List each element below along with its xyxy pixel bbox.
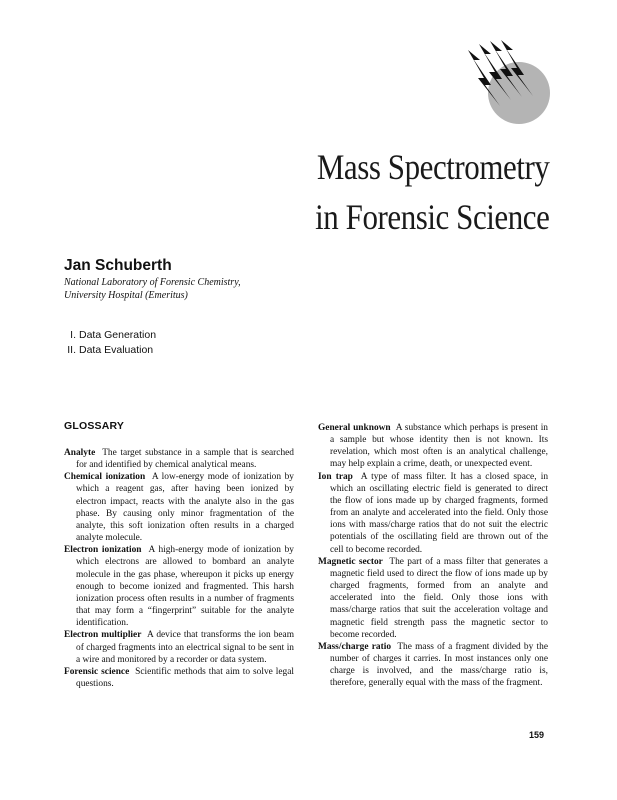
glossary-definition: A low-energy mode of ionization by which a reagent gas, after having been ionized by electron impact, reacts with the analyte also in the gas phase. By causing only minor fragmentation of the analyte, this soft ionization often results in a charged analyte molecule.: [76, 472, 294, 544]
glossary-entry: [318, 471, 548, 556]
affiliation-line: National Laboratory of Forensic Chemistry,: [64, 277, 241, 288]
glossary-entry: [64, 471, 294, 544]
author-affiliation: [64, 276, 241, 302]
affiliation-line: University Hospital (Emeritus): [64, 290, 188, 301]
chapter-outline: [64, 328, 156, 357]
glossary-entry: [64, 629, 294, 665]
glossary-term: Analyte: [64, 448, 96, 458]
glossary-heading: GLOSSARY: [64, 420, 125, 432]
glossary-definition: The mass of a fragment divided by the number of charges it carries. In most instances only one charge is involved, and the mass/charge ratio is, therefore, generally equal with the mass of the fragment.: [330, 641, 548, 689]
chapter-title: [315, 142, 549, 242]
outline-label: Data Generation: [79, 329, 157, 341]
glossary-entry: [318, 556, 548, 641]
glossary-term: Ion trap: [318, 471, 353, 482]
glossary-column-left: [64, 447, 294, 690]
page-number: 159: [528, 730, 544, 740]
glossary-entry: [64, 544, 294, 629]
glossary-term: Magnetic sector: [318, 556, 383, 567]
glossary-entry: [318, 422, 548, 471]
glossary-definition: The target substance in a sample that is searched for and identified by chemical analytical means.: [76, 448, 294, 471]
glossary-definition: A type of mass filter. It has a closed space, in which an oscillating electric field is generated to direct the flow of ions made up by charged fragments, formed from an analyte and accelerated into the field. Only those ions with mass/charge ratios that do not suit the electric potentials of the oscillating field are thrown out of the cell to become recorded.: [330, 471, 549, 555]
glossary-definition: A device that transforms the ion beam of charged fragments into an electrical signal to be sent in a wire and monitored by a recorder or data system.: [76, 630, 295, 665]
glossary-term: General unknown: [318, 423, 391, 433]
glossary-definition: A substance which perhaps is present in a sample but whose identity then is not known. Its revelation, which most often is an analytical challenge, may help explain a crime, death, or unexpected event.: [330, 423, 548, 470]
glossary-definition: A high-energy mode of ionization by which electrons are allowed to bombard an analyte molecule in the gas phase, whereupon it picks up energy enough to become ionized and fragmented. This harsh ionization process often results in a number of fragments that may form a “fingerprint” suitable for the analyte identification.: [76, 545, 294, 629]
glossary-term: Mass/charge ratio: [318, 641, 392, 652]
outline-number: II.: [67, 343, 76, 356]
outline-item: [64, 343, 156, 358]
outline-label: Data Evaluation: [79, 343, 154, 356]
lightning-bolt-logo-icon: [466, 40, 556, 125]
glossary-term: Electron multiplier: [64, 630, 142, 641]
glossary-term: Chemical ionization: [64, 472, 146, 483]
chapter-title-line: in Forensic Science: [314, 197, 549, 237]
outline-item: [64, 328, 156, 343]
glossary-entry: [64, 666, 294, 690]
outline-number: I.: [70, 329, 76, 341]
glossary-entry: [64, 447, 294, 471]
glossary-column-right: [318, 422, 548, 689]
glossary-entry: [318, 641, 548, 690]
glossary-definition: The part of a mass filter that generates a magnetic field used to direct the flow of ions made up by charged fragments, formed from an analyte and accelerated into the field. Only those ions with mass/charge ratios that suit the acceleration voltage and magnetic field strength pass the magnetic sector to become recorded.: [330, 556, 548, 640]
glossary-term: Forensic science: [64, 666, 130, 677]
chapter-title-line: Mass Spectrometry: [316, 147, 549, 187]
glossary-term: Electron ionization: [64, 545, 142, 556]
author-name: Jan Schuberth: [64, 257, 172, 274]
glossary-definition: Scientific methods that aim to solve legal questions.: [76, 666, 294, 689]
